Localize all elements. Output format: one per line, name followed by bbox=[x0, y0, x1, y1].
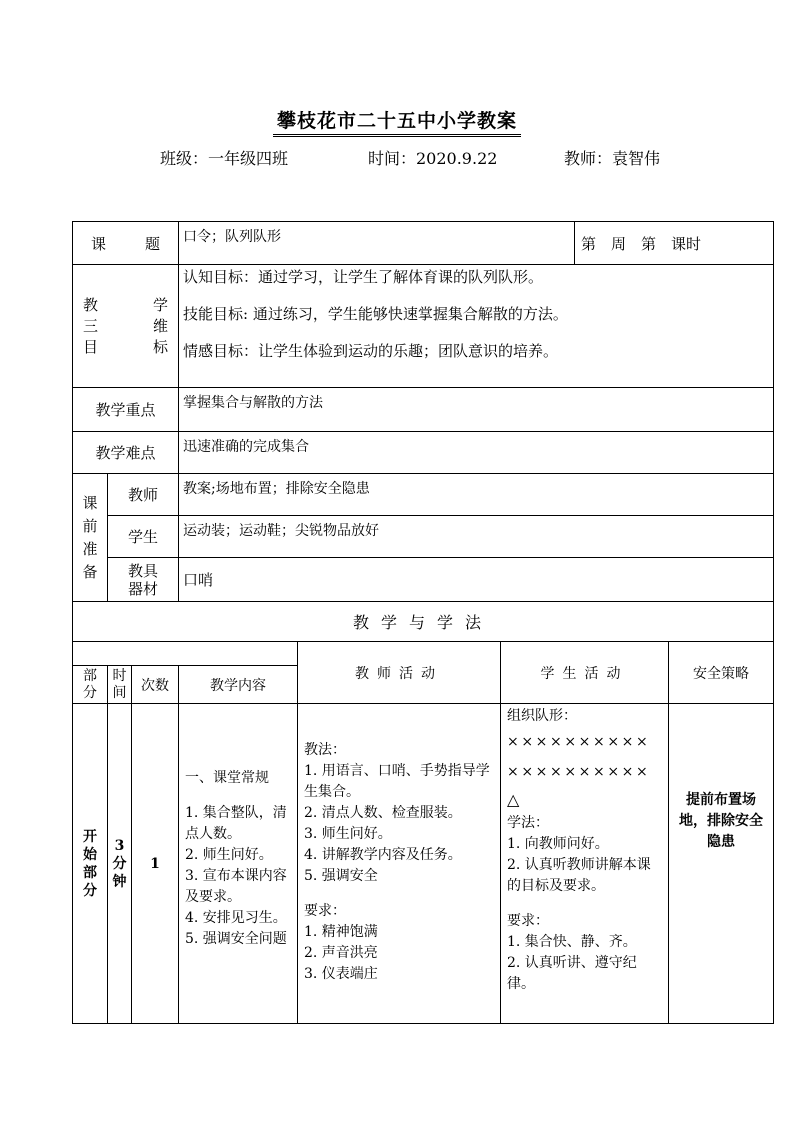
topic-label: 课 题 bbox=[91, 234, 160, 253]
goals-row bbox=[73, 265, 774, 388]
opening-count: 1 bbox=[132, 704, 179, 1024]
teacher-requirement: 2. 声音洪亮 bbox=[304, 945, 378, 961]
goals-content bbox=[179, 265, 774, 388]
opening-teacher-activity bbox=[298, 704, 501, 1024]
goals-label-line-1: 教 学 bbox=[83, 295, 168, 314]
teacher-method: 2. 清点人数、检查服装。 bbox=[304, 805, 462, 821]
cognitive-goal: 认知目标：通过学习，让学生了解体育课的队列队形。 bbox=[183, 268, 544, 286]
teacher-info: 教师：袁智伟 bbox=[564, 149, 661, 168]
affective-goal: 情感目标：让学生体验到运动的乐趣；团队意识的培养。 bbox=[183, 342, 559, 360]
teacher-method: 3. 师生问好。 bbox=[304, 826, 392, 842]
week-lesson-label: 第 周 第 课时 bbox=[575, 222, 774, 265]
student-requirement: 2. 认真听讲、遵守纪律。 bbox=[507, 955, 637, 992]
topic-row bbox=[73, 222, 774, 265]
date-info: 时间：2020.9.22 bbox=[368, 149, 498, 168]
opening-student-activity bbox=[501, 704, 669, 1024]
difficulty-value: 迅速准确的完成集合 bbox=[179, 432, 774, 474]
skill-goal: 技能目标: 通过练习，学生能够快速掌握集合解散的方法。 bbox=[183, 305, 568, 323]
header-spacer-row bbox=[73, 642, 774, 666]
teacher-requirement-label: 要求： bbox=[304, 903, 346, 919]
section-title-row bbox=[73, 602, 774, 642]
formation-row: ×××××××××× bbox=[507, 734, 651, 750]
student-requirement-label: 要求： bbox=[507, 913, 549, 929]
difficulty-row bbox=[73, 432, 774, 474]
teacher-requirement: 1. 精神饱满 bbox=[304, 924, 378, 940]
opening-content bbox=[179, 704, 298, 1024]
teacher-activity-header: 教师活动 bbox=[298, 642, 501, 704]
formation-row: ×××××××××× bbox=[507, 764, 651, 780]
prep-equipment-value: 口哨 bbox=[179, 558, 774, 602]
safety-header: 安全策略 bbox=[669, 642, 774, 704]
prep-teacher-label: 教师 bbox=[108, 474, 179, 516]
teacher-requirement: 3. 仪表端庄 bbox=[304, 966, 378, 982]
section-title: 教学与学法 bbox=[73, 602, 774, 642]
teacher-method: 5. 强调安全 bbox=[304, 868, 378, 884]
student-method: 1. 向教师问好。 bbox=[507, 836, 609, 852]
teacher-position-marker: △ bbox=[507, 790, 520, 809]
time-header: 时 间 bbox=[108, 666, 132, 704]
goals-label-line-3: 目 标 bbox=[83, 337, 168, 356]
content-item: 3. 宣布本课内容及要求。 bbox=[185, 868, 287, 905]
student-method: 2. 认真听教师讲解本课的目标及要求。 bbox=[507, 857, 651, 894]
prep-equipment-row bbox=[73, 558, 774, 602]
prep-equipment-label: 教具 器材 bbox=[108, 558, 179, 602]
formation-label: 组织队形： bbox=[507, 708, 577, 724]
prep-label: 课 前 准 备 bbox=[73, 474, 108, 602]
opening-duration: 3 分 钟 bbox=[108, 704, 132, 1024]
key-point-value: 掌握集合与解散的方法 bbox=[179, 388, 774, 432]
count-header: 次数 bbox=[132, 666, 179, 704]
teacher-method: 4. 讲解教学内容及任务。 bbox=[304, 847, 462, 863]
teacher-method-label: 教法： bbox=[304, 742, 346, 758]
prep-teacher-row bbox=[73, 474, 774, 516]
topic-label-cell bbox=[73, 222, 179, 265]
key-point-label: 教学重点 bbox=[73, 388, 179, 432]
prep-student-value: 运动装；运动鞋；尖锐物品放好 bbox=[179, 516, 774, 558]
class-info: 班级：一年级四班 bbox=[160, 149, 289, 168]
header-blank-cell bbox=[73, 642, 298, 666]
content-header: 教学内容 bbox=[179, 666, 298, 704]
prep-student-label: 学生 bbox=[108, 516, 179, 558]
student-requirement: 1. 集合快、静、齐。 bbox=[507, 934, 637, 950]
teacher-method: 1. 用语言、口哨、手势指导学生集合。 bbox=[304, 763, 490, 800]
goals-label-cell bbox=[73, 265, 179, 388]
content-item: 5. 强调安全问题 bbox=[185, 931, 287, 947]
goals-label-line-2: 三 维 bbox=[83, 316, 168, 335]
opening-section-row bbox=[73, 704, 774, 1024]
content-item: 1. 集合整队，清点人数。 bbox=[185, 805, 287, 842]
opening-part-label: 开 始 部 分 bbox=[73, 704, 108, 1024]
part-header: 部 分 bbox=[73, 666, 108, 704]
topic-value: 口令；队列队形 bbox=[179, 222, 575, 265]
page-title: 攀枝花市二十五中小学教案 bbox=[0, 106, 794, 133]
content-item: 4. 安排见习生。 bbox=[185, 910, 287, 926]
difficulty-label: 教学难点 bbox=[73, 432, 179, 474]
lesson-plan-table bbox=[72, 221, 774, 1024]
content-heading: 一、课堂常规 bbox=[185, 770, 269, 786]
prep-student-row bbox=[73, 516, 774, 558]
opening-safety-strategy: 提前布置场地，排除安全隐患 bbox=[669, 704, 774, 1024]
content-item: 2. 师生问好。 bbox=[185, 847, 273, 863]
key-point-row bbox=[73, 388, 774, 432]
prep-teacher-value: 教案;场地布置；排除安全隐患 bbox=[179, 474, 774, 516]
student-method-label: 学法： bbox=[507, 815, 549, 831]
student-activity-header: 学生活动 bbox=[501, 642, 669, 704]
